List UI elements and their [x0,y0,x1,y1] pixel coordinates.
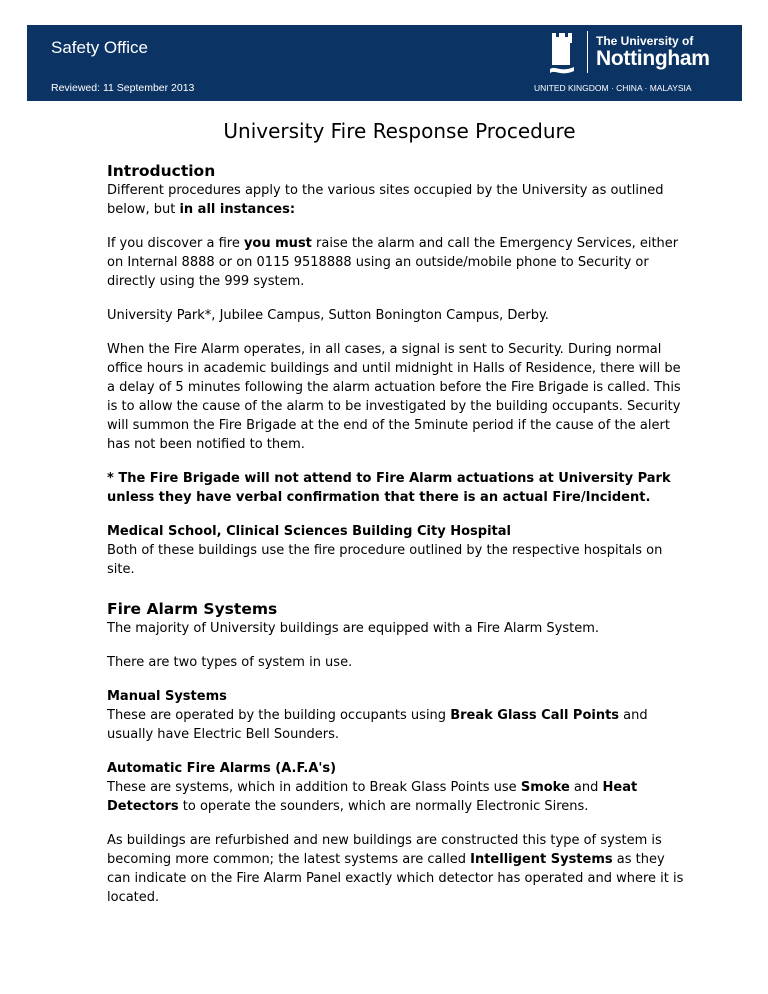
document-body [107,118,692,922]
office-title: Safety Office [51,38,149,57]
intro-p5: * The Fire Brigade will not attend to Fire Alarm actuations at University Park unless they have verbal confirmation that there is an actual Fire/Incident. [107,471,671,505]
logo-line1: The University of [596,34,694,48]
automatic-systems: Automatic Fire Alarms (A.F.A's) These are systems, which in addition to Break Glass Points use Smoke and Heat Detectors to operate the sounders, which are normally Electronic Sirens. [107,761,638,814]
intro-p1: Different procedures apply to the various sites occupied by the University as outlined below, but in all instances: [107,183,664,217]
intro-p4: When the Fire Alarm operates, in all cases, a signal is sent to Security. During normal office hours in academic buildings and until midnight in Halls of Residence, there will be a delay of 5 minutes following the alarm actuation before the Fire Brigade is called. This is to allow the cause of the alarm to be investigated by the building occupants. Security will summon the Fire Brigade at the end of the 5minute period if the cause of the alert has not been notified to them. [107,342,681,452]
intro-heading: Introduction [107,162,216,180]
castle-crest-icon [548,31,576,77]
intro-p2: If you discover a fire you must raise the alarm and call the Emergency Services, either on Internal 8888 or on 0115 9518888 using an outside/mobile phone to Security or directly using the 999 system. [107,236,679,289]
logo-line2: Nottingham [596,47,710,70]
reviewed-date: Reviewed: 11 September 2013 [51,82,195,94]
systems-p1: The majority of University buildings are equipped with a Fire Alarm System. [107,621,600,636]
systems-heading: Fire Alarm Systems [107,600,278,618]
header-banner [27,25,742,101]
intro-p3: University Park*, Jubilee Campus, Sutton Bonington Campus, Derby. [107,308,549,323]
university-logo [532,29,732,97]
logo-tagline: UNITED KINGDOM · CHINA · MALAYSIA [534,83,692,93]
systems-p2: There are two types of system in use. [107,655,353,670]
manual-systems: Manual Systems These are operated by the building occupants using Break Glass Call Points and usually have Electric Bell Sounders. [107,689,648,742]
systems-p3: As buildings are refurbished and new buildings are constructed this type of system is becoming more common; the latest systems are called Intelligent Systems as they can indicate on the Fire Alarm Panel exactly which detector has operated and where it is located. [107,833,684,905]
document-title: University Fire Response Procedure [223,119,576,143]
logo-divider [587,31,588,73]
intro-p6: Medical School, Clinical Sciences Building City Hospital Both of these buildings use the fire procedure outlined by the respective hospitals on site. [107,524,663,577]
